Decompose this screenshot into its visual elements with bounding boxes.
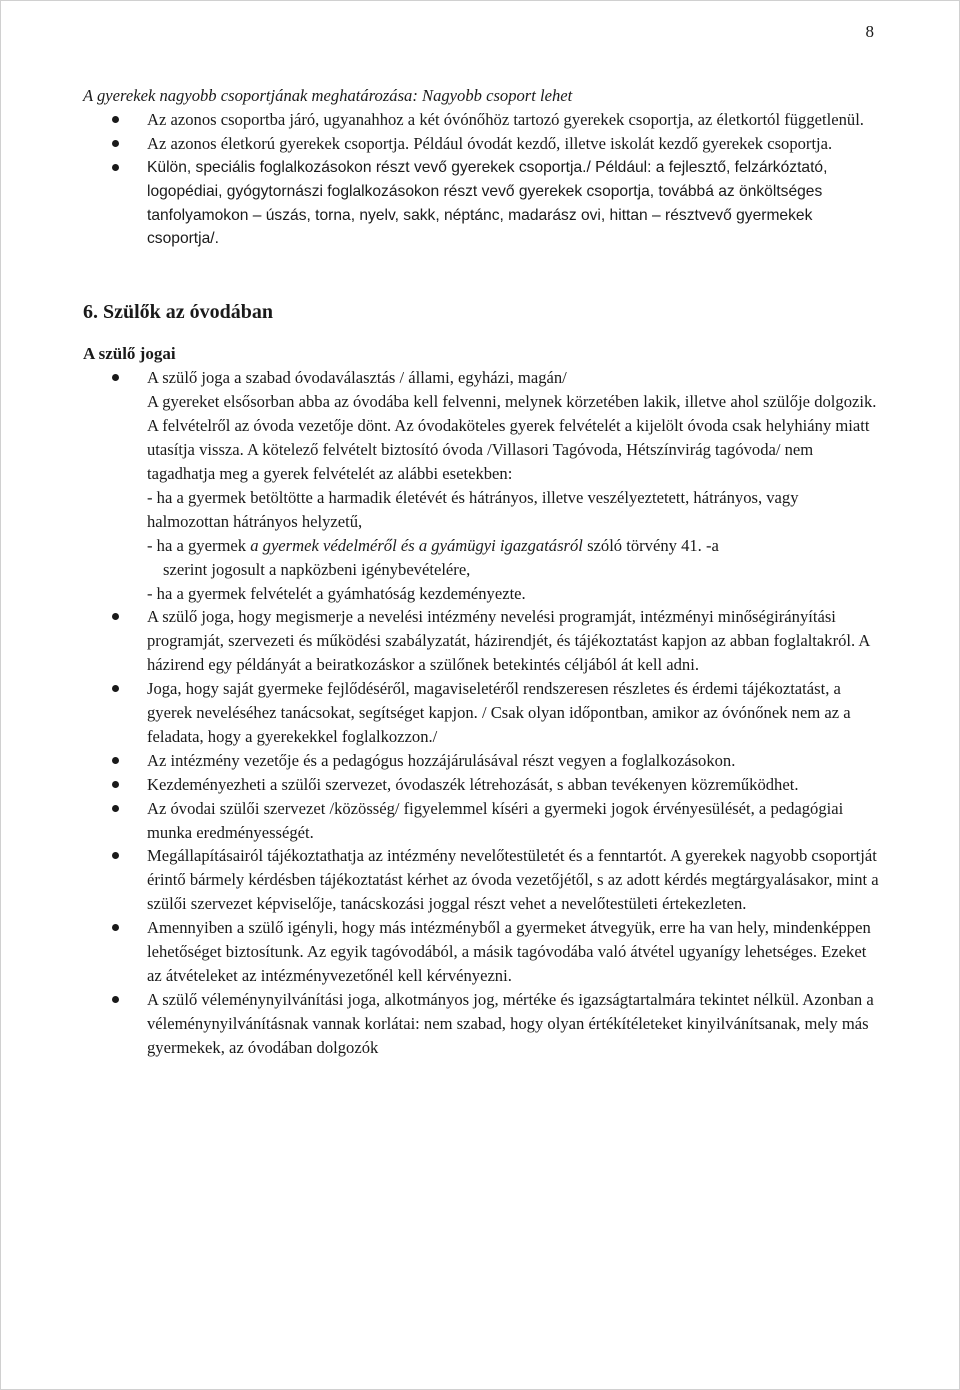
list-item: Megállapításairól tájékoztathatja az intézmény nevelőtestületét és a fenntartót. A gyerekek nagyobb csoportját érintő bármely kérdésben tájékoztatást kérhet az óvoda vezetőjétől, s az adott kérdés megtárgyalásakor, mint a szülői szervezet képviselője, tanácskozási joggal részt vehet a nevelőtestületi értekezleten. [83, 844, 883, 916]
bullet-icon [112, 116, 119, 123]
bullet-icon [112, 164, 119, 171]
list-item: Az azonos életkorú gyerekek csoportja. Például óvodát kezdő, illetve iskolát kezdő gyerekek csoportja. [83, 132, 883, 156]
bullet-icon [112, 996, 119, 1003]
list-item: A szülő joga a szabad óvodaválasztás / állami, egyházi, magán/ A gyereket elsősorban abba az óvodába kell felvenni, melynek körzetében lakik, illetve ahol szülője dolgozik. A felvételről az óvoda vezetője dönt. Az óvodaköteles gyerek felvételét a kijelölt óvoda csak helyhiány miatt utasítja vissza. A kötelező felvételt biztosító óvoda /Villasori Tagóvoda, Hétszínvirág tagóvoda/ nem tagadhatja meg a gyerek felvételét az alábbi esetekben: - ha a gyermek betöltötte a harmadik életévét és hátrányos, illetve veszélyeztetett, hátrányos, vagy halmozottan hátrányos helyzetű, - ha a gyermek a gyermek védelméről és a gyámügyi igazgatásról szóló törvény 41. -a szerint jogosult a napközbeni igénybevételére, - ha a gyermek felvételét a gyámhatóság kezdeményezte. [83, 366, 883, 605]
bullet-icon [112, 685, 119, 692]
list-item: Külön, speciális foglalkozásokon részt vevő gyerekek csoportja./ Például: a fejlesztő, felzárkóztató, logopédiai, gyógytornászi foglalkozásokon részt vevő gyerekek csoportja, továbbá az önköltséges tanfolyamokon – úszás, torna, nyelv, sakk, néptánc, madarász ovi, hittan – résztvevő gyermekek csoportja/. [83, 156, 883, 252]
bullet-icon [112, 757, 119, 764]
bullet-icon [112, 805, 119, 812]
bullet-icon [112, 613, 119, 620]
page-number: 8 [865, 22, 874, 41]
list-item: Joga, hogy saját gyermeke fejlődéséről, magaviseletéről rendszeresen részletes és érdemi tájékoztatást, a gyerek neveléséhez tanácsokat, segítséget kapjon. / Csak olyan időpontban, amikor az óvónőnek nem az a feladata, hogy a gyerekekkel foglalkozzon./ [83, 677, 883, 749]
bullet-icon [112, 852, 119, 859]
list-item: Amennyiben a szülő igényli, hogy más intézményből a gyermeket átvegyük, erre ha van hely, mindenképpen lehetőséget biztosítunk. Az egyik tagóvodából, a másik tagóvodába való átvétel ugyanígy lehetséges. Ezeket az átvételeket az intézményvezetőnél kell kérvényezni. [83, 916, 883, 988]
list-item: Az óvodai szülői szervezet /közösség/ figyelemmel kíséri a gyermeki jogok érvényesülését, a pedagógiai munka eredményességét. [83, 797, 883, 845]
document-body [83, 84, 883, 1060]
intro-heading: A gyerekek nagyobb csoportjának meghatározása: Nagyobb csoport lehet [83, 86, 573, 105]
bullet-icon [112, 140, 119, 147]
list-item: A szülő véleménynyilvánítási joga, alkotmányos jog, mértéke és igazságtartalmára tekintet nélkül. Azonban a véleménynyilvánításnak vannak korlátai: nem szabad, hogy olyan értékítéleteket kinyilvánítsanak, mely más gyermekek, az óvodában dolgozók [83, 988, 883, 1060]
bullet-icon [112, 781, 119, 788]
bullet-icon [112, 374, 119, 381]
list-item: Kezdeményezheti a szülői szervezet, óvodaszék létrehozását, s abban tevékenyen közreműködhet. [83, 773, 883, 797]
section-title: 6. Szülők az óvodában [83, 301, 274, 324]
list-item: Az intézmény vezetője és a pedagógus hozzájárulásával részt vegyen a foglalkozásokon. [83, 749, 883, 773]
rights-list [83, 366, 883, 1059]
bullet-icon [112, 924, 119, 931]
section-subtitle: A szülő jogai [83, 344, 176, 364]
list-item: A szülő joga, hogy megismerje a nevelési intézmény nevelési programját, intézményi minőségirányítási programját, szervezeti és működési szabályzatát, házirendjét, és tájékoztatást kapjon az abban foglaltakról. A házirend egy példányát a beiratkozáskor a szülőnek betekintés céljából át kell adni. [83, 605, 883, 677]
list-item: Az azonos csoportba járó, ugyanahhoz a két óvónőhöz tartozó gyerekek csoportja, az életkortól függetlenül. [83, 108, 883, 132]
intro-list [83, 108, 883, 251]
